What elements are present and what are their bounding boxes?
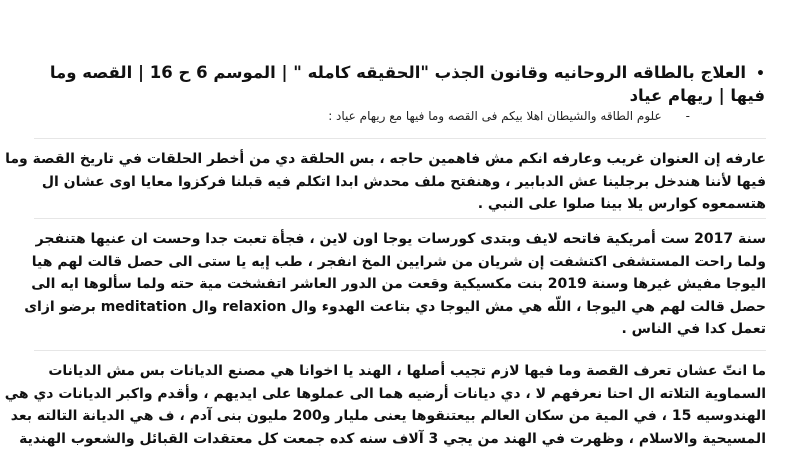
paragraph-line: هتسمعوه كوارس يلا بينا صلوا على النبي . xyxy=(477,196,766,212)
title-text: العلاج بالطاقه الروحانيه وقانون الجذب "الحقيقه كامله " | الموسم 6 ح 16 | القصه وما فيها | ريهام عياد xyxy=(49,63,765,105)
paragraph-line: حصل قالت لهم هي اليوجا ، اللّه هي مش اليوجا دي بتاعت الهدوء وال relaxion وال meditation برضو ازاى xyxy=(24,298,766,315)
divider xyxy=(34,350,766,351)
paragraph-line: السماوية التلاته ال احنا نعرفهم لا ، دي ديانات أرضيه هما الى عملوها على ايديهم ، وأقدم واكبر الديانات دي هي xyxy=(4,385,766,402)
paragraph-line: ولما راحت المستشفى اكتشفت إن شريان من شرايين المخ انفجر ، طب إيه يا ستى الى حصل قالت لهم هيا xyxy=(31,253,766,270)
divider xyxy=(34,138,766,139)
divider xyxy=(34,218,766,219)
document-title xyxy=(25,62,765,106)
paragraph-3 xyxy=(4,360,766,450)
paragraph-line: ما انتّ عشان تعرف القصة وما فيها لازم تجيب أصلها ، الهند يا اخوانا هي مصنع الديانات بس مش الديانات xyxy=(48,363,766,379)
document-subtitle xyxy=(328,108,690,124)
paragraph-line: عارفه إن العنوان غريب وعارفه انكم مش فاهمين حاجه ، بس الحلقة دي من أخطر الحلقات في تاريخ القصة وما xyxy=(5,151,766,167)
paragraph-line: اليوجا مفيش غيرها وسنة 2019 بنت مكسيكية وقعت من الدور العاشر اتفشخت مية حته ولما سألوها ايه الى xyxy=(31,276,766,292)
paragraph-line: سنة 2017 ست أمريكية فاتحه لايف وبتدى كورسات يوجا اون لاين ، فجأة تعبت جدا وحست ان عنيها هتنفجر xyxy=(35,231,766,247)
paragraph-line: المسيحية والاسلام ، وظهرت في الهند من يجي 3 آلاف سنه كده جمعت كل معتقدات القبائل والشعوب الهندية xyxy=(19,430,766,447)
subtitle-text: علوم الطاقه والشيطان اهلا بيكم فى القصه وما فيها مع ريهام عياد : xyxy=(328,109,662,123)
paragraph-line: تعمل كدا في الناس . xyxy=(621,321,766,337)
paragraph-1 xyxy=(5,148,766,216)
paragraph-line: فيها لأننا هندخل برجلينا عش الدبابير ، وهنفتح ملف محدش ابدا اتكلم فيه قبلنا فركزوا معايا اوى عشان ال xyxy=(41,173,766,190)
dash-marker: - xyxy=(685,109,690,123)
paragraph-2 xyxy=(24,228,766,341)
paragraph-line: الهندوسيه 15 ، في المية من سكان العالم بيعتنقوها يعنى مليار و200 مليون بنى آدم ، ف هي الديانة التالته بعد xyxy=(10,408,766,424)
bullet-icon: • xyxy=(756,66,765,82)
